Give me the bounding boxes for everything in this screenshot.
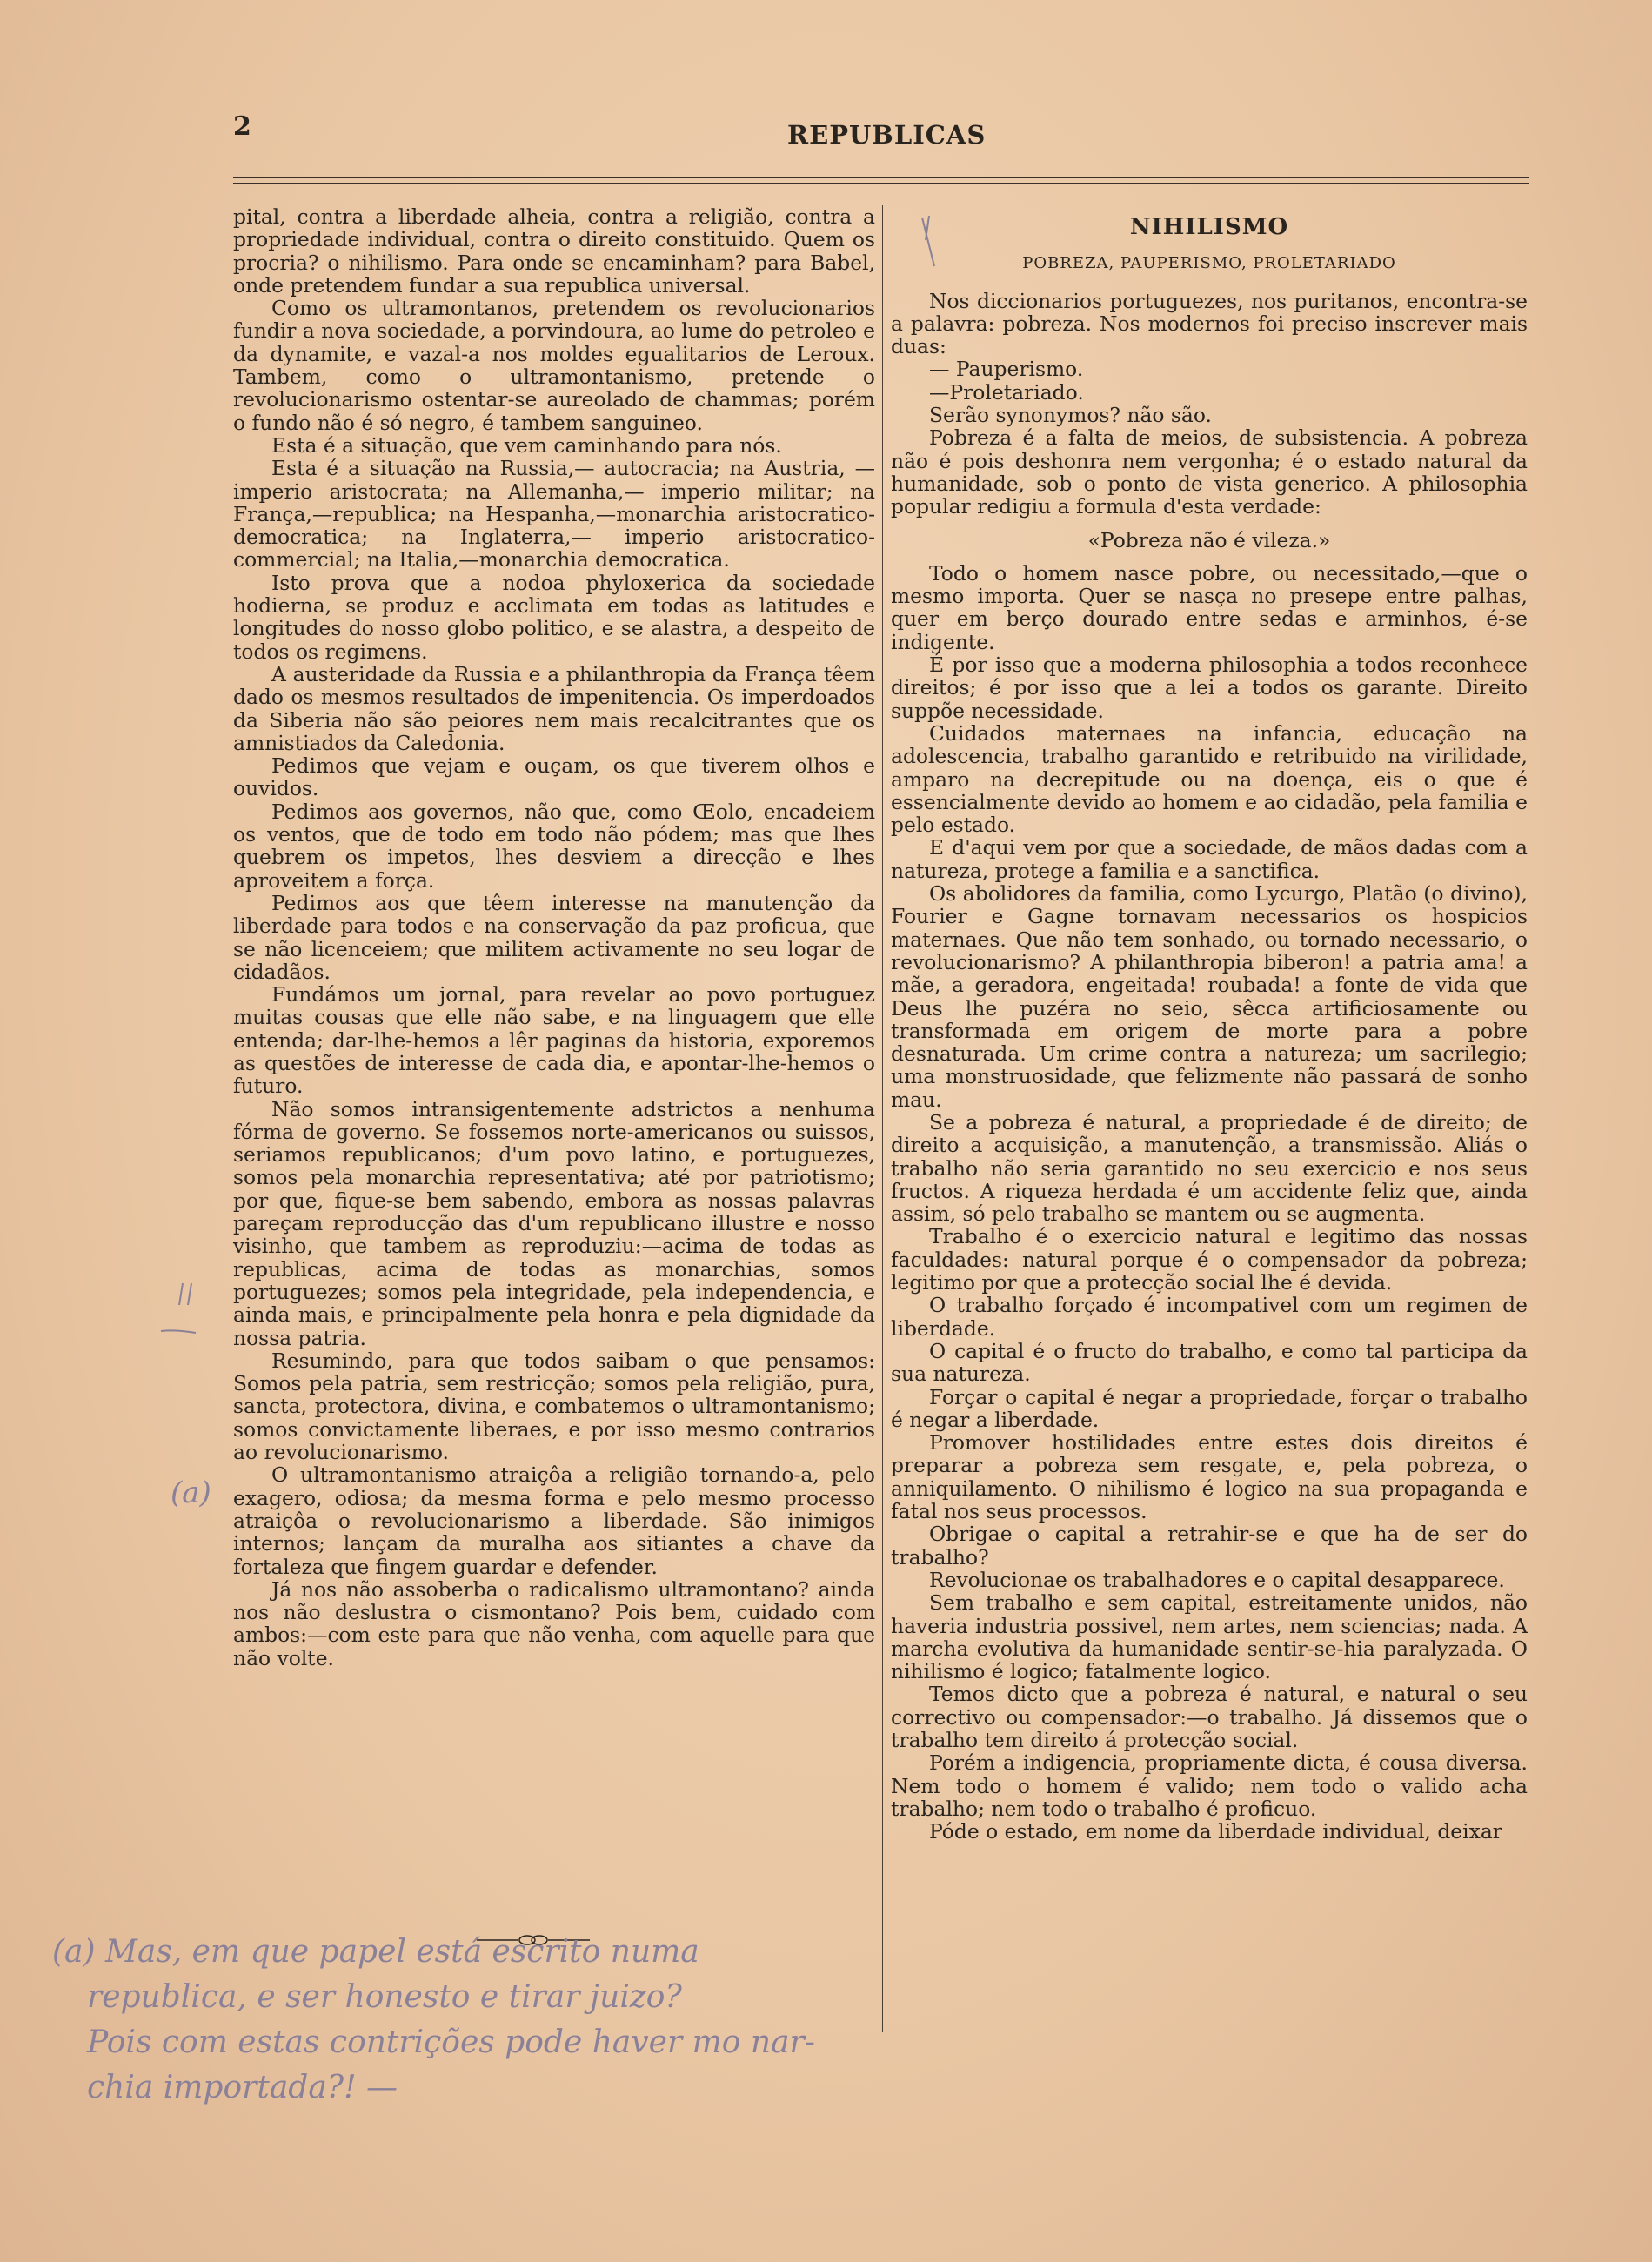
page-number: 2 — [233, 111, 251, 142]
paragraph: Trabalho é o exercicio natural e legitimo das nossas faculdades: natural porque é o compensador da pobreza; legitimo por que a protecção social lhe é devida. — [891, 1224, 1528, 1295]
paragraph: Pedimos aos governos, não que, como Œolo, encadeiem os ventos, que de todo em todo não pódem; mas que lhes quebrem os impetos, lhes desviem a direcção e lhes aproveitem a força. — [233, 799, 875, 893]
paragraph: Pedimos que vejam e ouçam, os que tiverem olhos e ouvidos. — [233, 753, 875, 801]
handwritten-line: republica, e ser honesto e tirar juizo? — [87, 1979, 682, 2015]
paragraph: Póde o estado, em nome da liberdade individual, deixar — [929, 1819, 1502, 1844]
paragraph: Isto prova que a nodoa phyloxerica da sociedade hodierna, se produz e acclimata em todas as latitudes e longitudes do nosso globo politico, e se alastra, a despeito de todos os regimens. — [233, 570, 875, 664]
paragraph: O capital é o fructo do trabalho, e como tal participa da sua natureza. — [891, 1338, 1528, 1387]
paragraph: Obrigae o capital a retrahir-se e que ha de ser do trabalho? — [891, 1522, 1528, 1569]
paragraph: pital, contra a liberdade alheia, contra a religião, contra a propriedade individual, contra o direito constituido. Quem os procria? o nihilismo. Para onde se encaminham? para Babel, onde pretendem fundar a sua republica universal. — [233, 204, 875, 298]
spacer — [891, 519, 1528, 529]
paragraph: Forçar o capital é negar a propriedade, forçar o trabalho é negar a liberdade. — [891, 1384, 1528, 1432]
handwritten-line: Pois com estas contrições pode haver mo nar- — [87, 2024, 815, 2060]
paragraph: —Proletariado. — [929, 379, 1084, 405]
paragraph: É por isso que a moderna philosophia a todos reconhece direitos; é por isso que a lei a todos os garante. Direito suppõe necessidade. — [891, 652, 1528, 723]
handwritten-line: (a) Mas, em que papel está escrito numa — [52, 1934, 699, 1970]
paragraph: A austeridade da Russia e a philanthropia da França têem dado os mesmos resultados de impenitencia. Os imperdoados da Siberia não são peiores nem mais recalcitrantes que os amnistiados da Caledonia. — [233, 661, 875, 755]
paragraph: Cuidados maternaes na infancia, educação na adolescencia, trabalho garantido e retribuido na virilidade, amparo na decrepitude ou na doença, eis o que é essencialmente devido ao homem e ao cidadão, pela familia e pelo estado. — [891, 720, 1528, 838]
paragraph: Porém a indigencia, propriamente dicta, é cousa diversa. Nem todo o homem é valido; nem todo o valido acha trabalho; nem todo o trabalho é proficuo. — [891, 1750, 1528, 1821]
paragraph: Serão synonymos? não são. — [929, 403, 1212, 428]
paragraph: Todo o homem nasce pobre, ou necessitado,—que o mesmo importa. Quer se nasça no presepe entre palhas, quer em berço dourado entre sedas e arminhos, é-se indigente. — [891, 560, 1528, 654]
handwritten-annotation — [52, 1927, 922, 2118]
header-rule — [233, 177, 1529, 178]
column-divider — [882, 205, 883, 2032]
left-column — [233, 205, 875, 1670]
paragraph: E d'aqui vem por que a sociedade, de mãos dadas com a natureza, protege a familia e a sanctifica. — [891, 835, 1528, 883]
paragraph: Não somos intransigentemente adstrictos a nenhuma fórma de governo. Se fossemos norte-americanos ou suissos, seriamos republicanos; d'um povo latino, e portuguezes, somos pela monarchia representativa; até por patriotismo; por que, fique-se bem sabendo, embora as nossas palavras pareçam reproducção das d'um republicano illustre e nosso visinho, que tambem as reproduziu:—acima de todas as republicas, acima de todas as monarchias, somos portuguezes; somos pela integridade, pela independencia, e ainda mais, e principalmente pela honra e pela dignidade da nossa patria. — [233, 1096, 875, 1350]
paragraph: Resumindo, para que todos saibam o que pensamos: Somos pela patria, sem restricção; somos pela religião, pura, sancta, protectora, divina, e combatemos o ultramontanismo; somos convictamente liberaes, e por isso mesmo contrarios ao revolucionarismo. — [233, 1348, 875, 1465]
paragraph: O ultramontanismo atraiçôa a religião tornando-a, pelo exagero, odiosa; da mesma forma e pelo mesmo processo atraiçôa o revolucionarismo a liberdade. São inimigos internos; lançam da muralha aos sitiantes a chave da fortaleza que fingem guardar e defender. — [233, 1462, 875, 1579]
paragraph: Sem trabalho e sem capital, estreitamente unidos, não haveria industria possivel, nem artes, nem sciencias; nada. A marcha evolutiva da humanidade sentir-se-hia paralyzada. O nihilismo é logico; fatalmente logico. — [891, 1590, 1528, 1684]
header-rule-thin — [233, 183, 1529, 184]
paragraph: Os abolidores da familia, como Lycurgo, Platão (o divino), Fourier e Gagne tornavam necessarios os hospicios maternaes. Que não tem sonhado, ou tornado necessario, o revolucionarismo? A philanthropia biberon! a patria ama! a mãe, a geradora, engeitada! roubada! a fonte de vida que Deus lhe puzéra no seio, sêcca artificiosamente ou transformada em origem de morte para a pobre desnaturada. Um crime contra a natureza; um sacrilegio; uma monstruosidade, que felizmente não passará de sonho mau. — [891, 881, 1528, 1112]
paragraph: Pobreza é a falta de meios, de subsistencia. A pobreza não é pois deshonra nem vergonha; é o estado natural da humanidade, sob o ponto de vista generico. A philosophia popular redigiu a formula d'esta verdade: — [891, 425, 1528, 519]
article-title: NIHILISMO — [1129, 214, 1289, 240]
paragraph: Fundámos um jornal, para revelar ao povo portuguez muitas cousas que elle não sabe, e na linguagem que elle entenda; dar-lhe-hemos a lêr paginas da historia, exporemos as questões de interesse de cada dia, e apontar-lhe-hemos o futuro. — [233, 982, 875, 1099]
paragraph: O trabalho forçado é incompativel com um regimen de liberdade. — [891, 1293, 1528, 1341]
paragraph: — Pauperismo. — [929, 357, 1084, 382]
article-subtitle: POBREZA, PAUPERISMO, PROLETARIADO — [1022, 254, 1396, 273]
newspaper-title: REPUBLICAS — [787, 120, 987, 150]
paragraph: Esta é a situação na Russia,— autocracia; na Austria, —imperio aristocrata; na Allemanha,— imperio militar; na França,—republica; na Hespanha,—monarchia aristocratico-democratica; na Inglaterra,— imperio aristocratico-commercial; na Italia,—monarchia democratica. — [233, 456, 875, 572]
paragraph: Se a pobreza é natural, a propriedade é de direito; de direito a acquisição, a manutenção, a transmissão. Aliás o trabalho não seria garantido no seu exercicio e nos seus fructos. A riqueza herdada é um accidente feliz que, ainda assim, só pelo trabalho se mantem ou se augmenta. — [891, 1109, 1528, 1227]
quoted-maxim: «Pobreza não é vileza.» — [1087, 527, 1331, 552]
paragraph: Promover hostilidades entre estes dois direitos é preparar a pobreza sem resgate, e, pela pobreza, o anniquilamento. O nihilismo é logico na sua propaganda e fatal nos seus processos. — [891, 1430, 1528, 1524]
article-body — [891, 290, 1528, 1844]
pencil-margin-mark — [157, 1279, 209, 1357]
pencil-mark — [917, 214, 952, 275]
paragraph: Já nos não assoberba o radicalismo ultramontano? ainda nos não deslustra o cismontano? Pois bem, cuidado com ambos:—com este para que não venha, com aquelle para que não volte. — [233, 1576, 875, 1670]
paragraph: Revolucionae os trabalhadores e o capital desapparece. — [929, 1567, 1505, 1592]
margin-marker: (a) — [171, 1476, 211, 1510]
paragraph: Temos dicto que a pobreza é natural, e natural o seu correctivo ou compensador:—o trabalho. Já dissemos que o trabalho tem direito á protecção social. — [891, 1682, 1528, 1752]
right-column — [891, 205, 1528, 1843]
paragraph: Esta é a situação, que vem caminhando para nós. — [271, 432, 782, 458]
paragraph: Pedimos aos que têem interesse na manutenção da liberdade para todos e na conservação da paz proficua, que se não licenceiem; que militem activamente no seu logar de cidadãos. — [233, 890, 875, 984]
handwritten-line: chia importada?! — — [87, 2070, 398, 2105]
paragraph: Como os ultramontanos, pretendem os revolucionarios fundir a nova sociedade, a porvindoura, ao lume do petroleo e da dynamite, e vazal-a nos moldes egualitarios de Leroux. Tambem, como o ultramontanismo, pretende o revolucionarismo ostentar-se aureolado de chammas; porém o fundo não é só negro, é tambem sanguineo. — [233, 296, 875, 435]
paragraph: Nos diccionarios portuguezes, nos puritanos, encontra-se a palavra: pobreza. Nos modernos foi preciso inscrever mais duas: — [891, 288, 1528, 359]
